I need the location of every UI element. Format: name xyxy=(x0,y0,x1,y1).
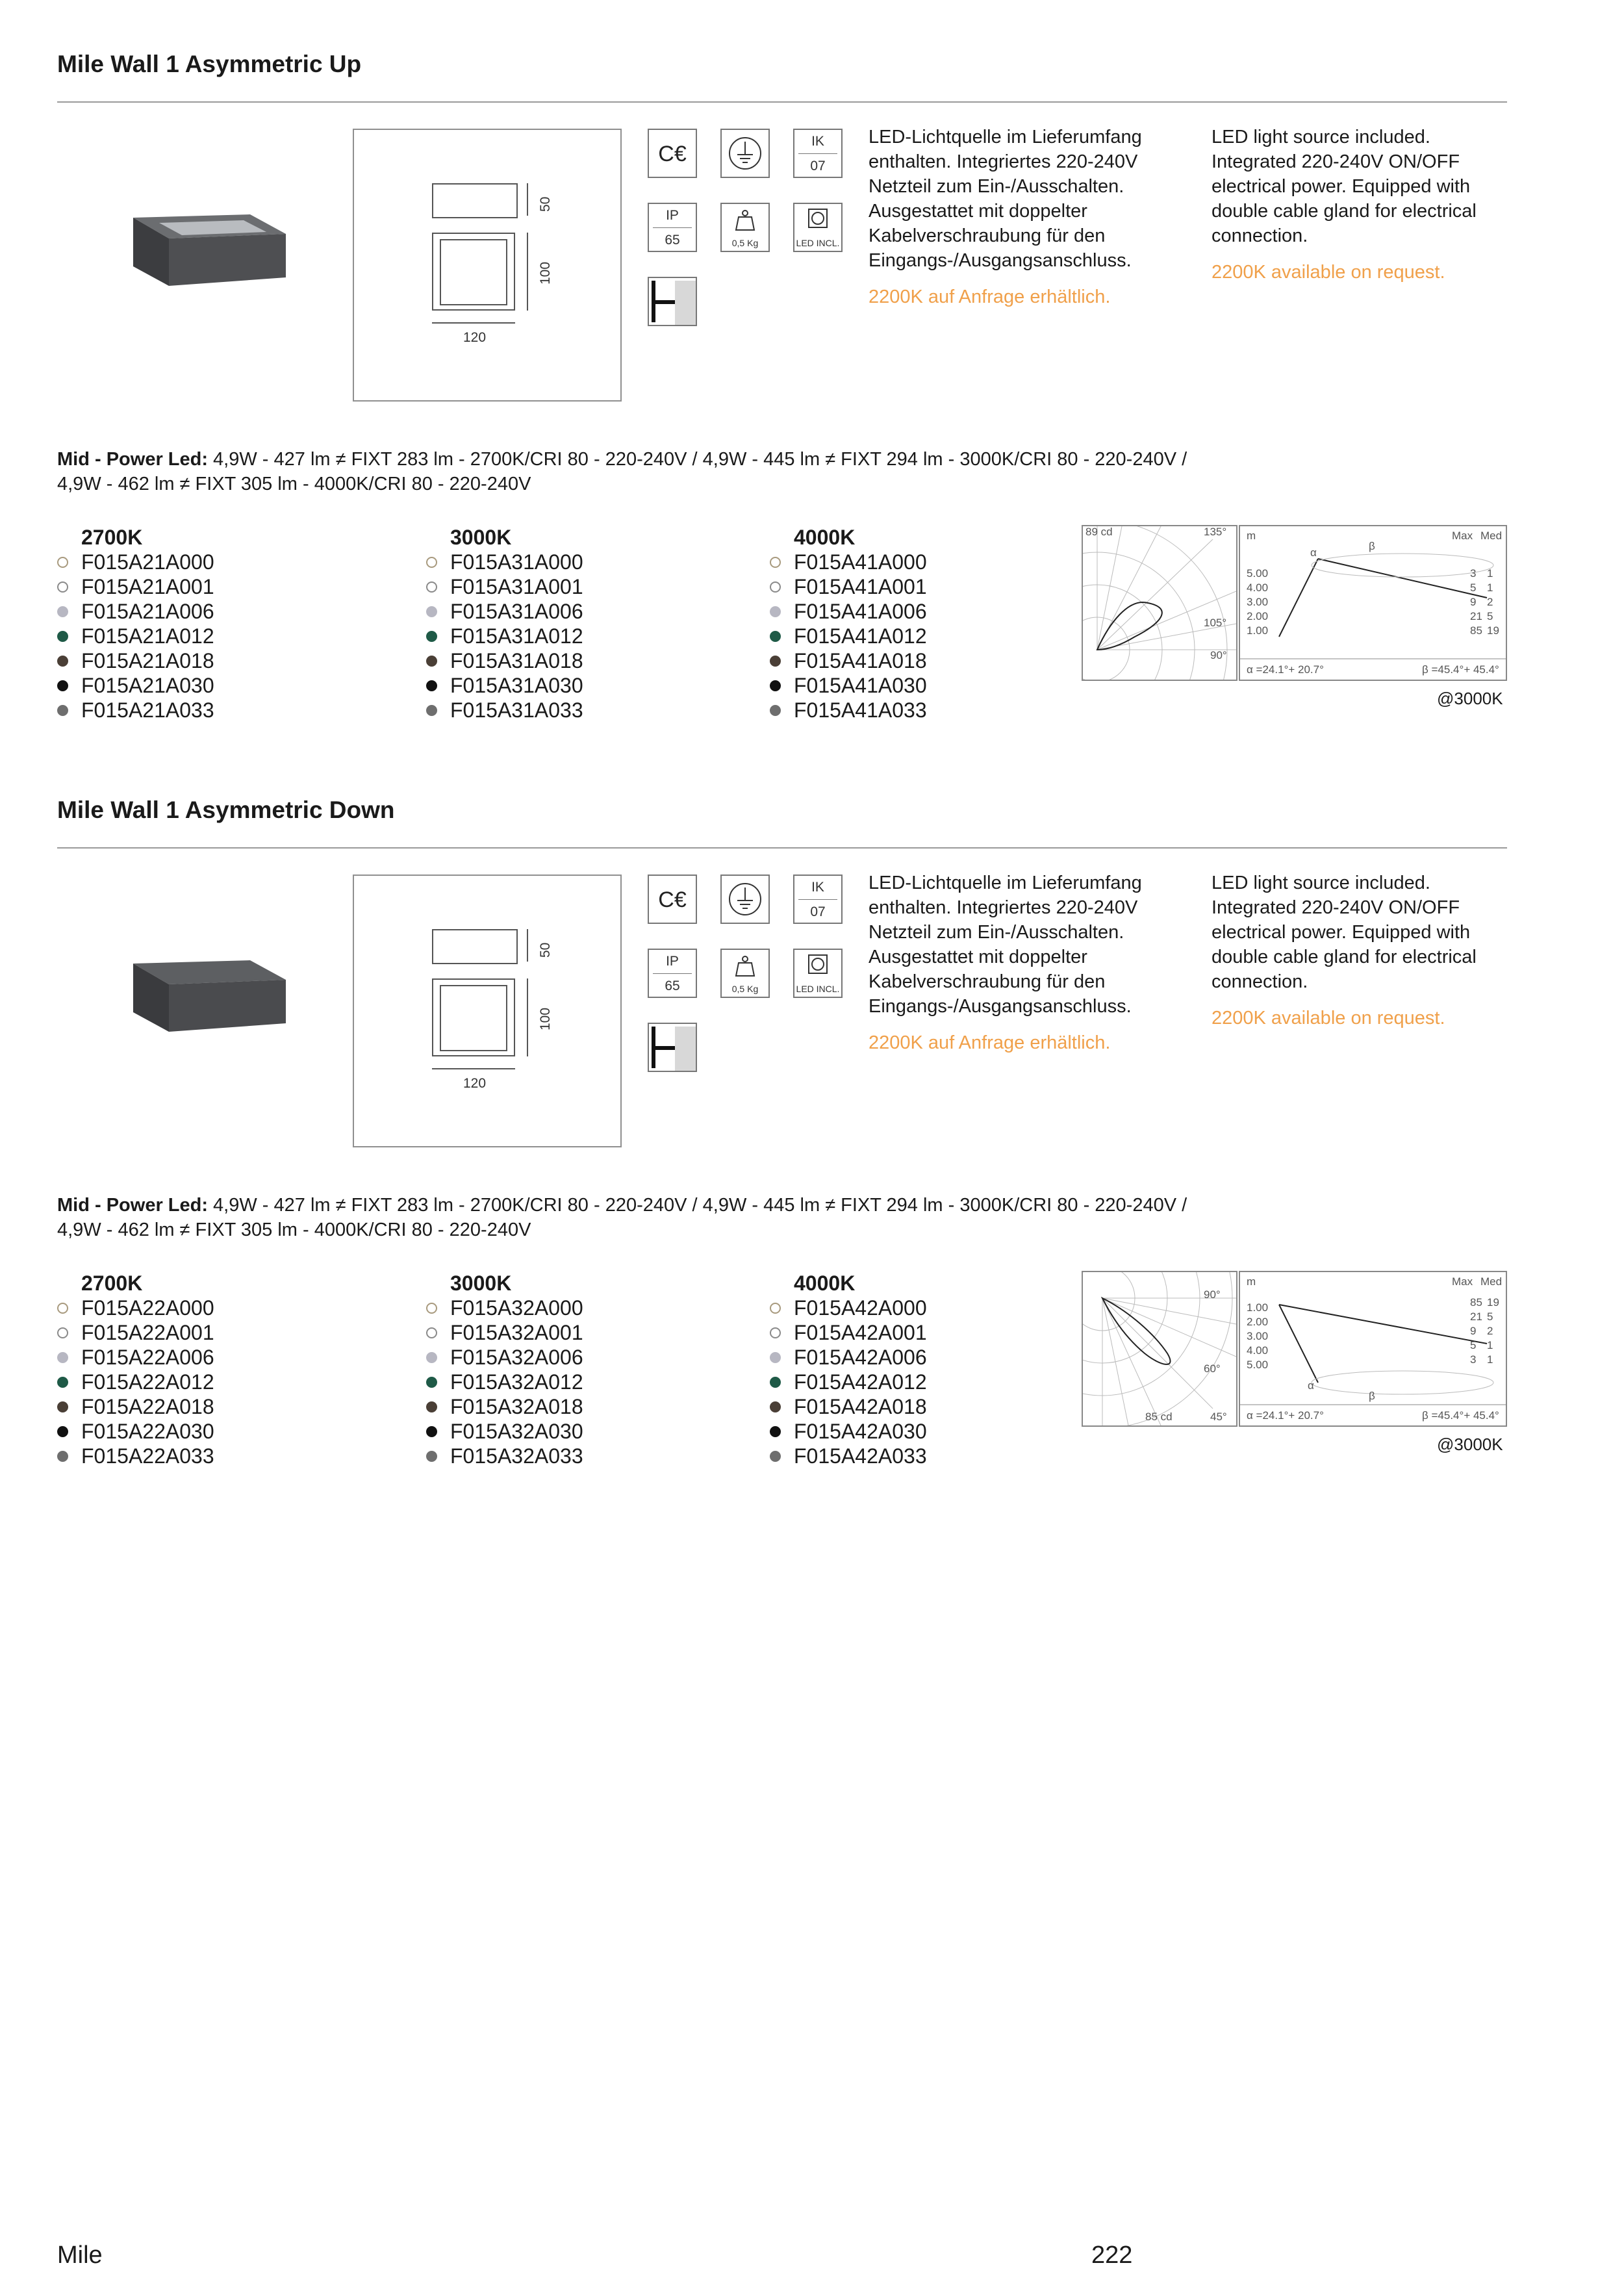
dim-height-50: 50 xyxy=(538,942,553,958)
svg-text:2: 2 xyxy=(1487,596,1493,608)
finish-swatch xyxy=(426,1377,437,1388)
svg-text:3.00: 3.00 xyxy=(1247,596,1269,608)
finish-swatch xyxy=(770,680,781,691)
svg-text:4.00: 4.00 xyxy=(1247,1344,1269,1357)
finish-swatch xyxy=(770,1327,781,1338)
ce-mark-icon xyxy=(648,129,697,178)
polar-peak-label: 85 cd xyxy=(1145,1411,1173,1423)
code-row: F015A42A006 xyxy=(770,1345,927,1370)
codes-4000k xyxy=(770,525,927,722)
svg-text:5.00: 5.00 xyxy=(1247,567,1269,580)
description-english: LED light source included. Integrated 220-240V ON/OFF electrical power. Equipped with double cable gland for electrical connection. 2200K available on request. xyxy=(1212,871,1517,1030)
earth-ground-icon xyxy=(720,875,770,924)
availability-note-english: 2200K available on request. xyxy=(1212,1008,1445,1028)
svg-text:α: α xyxy=(1310,546,1317,559)
finish-swatch xyxy=(770,705,781,716)
code-row: F015A21A000 xyxy=(57,550,214,574)
svg-text:2.00: 2.00 xyxy=(1247,1316,1269,1328)
glare-table xyxy=(1239,1271,1507,1427)
code-row: F015A22A012 xyxy=(57,1370,214,1394)
finish-swatch xyxy=(770,631,781,642)
alpha-angle: α =24.1°+ 20.7° xyxy=(1247,663,1324,676)
finish-swatch xyxy=(57,1303,68,1314)
dim-width-120: 120 xyxy=(463,330,487,345)
code-row: F015A41A000 xyxy=(770,550,927,574)
finish-swatch xyxy=(57,1352,68,1363)
code-row: F015A31A000 xyxy=(426,550,583,574)
code-row: F015A31A030 xyxy=(426,673,583,698)
code-row: F015A41A030 xyxy=(770,673,927,698)
code-row: F015A41A018 xyxy=(770,648,927,673)
finish-swatch xyxy=(770,1303,781,1314)
code-row: F015A21A033 xyxy=(57,698,214,722)
polar-diagram xyxy=(1082,525,1237,681)
svg-text:85: 85 xyxy=(1470,1296,1482,1309)
code-row: F015A41A033 xyxy=(770,698,927,722)
code-row: F015A32A000 xyxy=(426,1296,583,1320)
code-row: F015A42A033 xyxy=(770,1444,927,1468)
description-english: LED light source included. Integrated 220-240V ON/OFF electrical power. Equipped with double cable gland for electrical connection. 2200K available on request. xyxy=(1212,125,1517,285)
svg-text:β: β xyxy=(1369,1390,1375,1402)
codes-2700k xyxy=(57,1271,214,1468)
codes-heading: 4000K xyxy=(794,1271,856,1295)
code-row: F015A41A006 xyxy=(770,599,927,624)
finish-swatch xyxy=(426,606,437,617)
svg-text:2: 2 xyxy=(1487,1325,1493,1337)
svg-text:3.00: 3.00 xyxy=(1247,1330,1269,1342)
finish-swatch xyxy=(426,1426,437,1437)
measurement-note: @3000K xyxy=(1437,1435,1503,1454)
polar-diagram xyxy=(1082,1271,1237,1427)
code-row: F015A32A033 xyxy=(426,1444,583,1468)
code-row: F015A41A012 xyxy=(770,624,927,648)
finish-swatch xyxy=(57,606,68,617)
polar-angle-label: 90° xyxy=(1210,649,1227,661)
power-specs: Mid - Power Led: 4,9W - 427 lm ≠ FIXT 283 lm - 2700K/CRI 80 - 220-240V / 4,9W - 445 lm ≠ FIXT 294 lm - 3000K/CRI 80 - 220-240V / 4,9W - 462 lm ≠ FIXT 305 lm - 4000K/CRI 80 - 220-240V xyxy=(57,1195,1187,1240)
finish-swatch xyxy=(770,557,781,568)
finish-swatch xyxy=(426,656,437,667)
beta-angle: β =45.4°+ 45.4° xyxy=(1422,663,1499,676)
weight-icon: 0,5 Kg xyxy=(720,203,770,252)
svg-text:5: 5 xyxy=(1487,610,1493,622)
finish-swatch xyxy=(426,1401,437,1412)
svg-text:Med: Med xyxy=(1480,530,1503,542)
code-row: F015A42A001 xyxy=(770,1320,927,1345)
svg-text:9: 9 xyxy=(1470,1325,1477,1337)
product-section-up xyxy=(0,0,1624,728)
code-row: F015A41A001 xyxy=(770,574,927,599)
finish-swatch xyxy=(57,656,68,667)
power-specs: Mid - Power Led: 4,9W - 427 lm ≠ FIXT 283 lm - 2700K/CRI 80 - 220-240V / 4,9W - 445 lm ≠ FIXT 294 lm - 3000K/CRI 80 - 220-240V / 4,9W - 462 lm ≠ FIXT 305 lm - 4000K/CRI 80 - 220-240V xyxy=(57,449,1187,494)
finish-swatch xyxy=(57,1451,68,1462)
product-photo xyxy=(120,205,296,289)
divider xyxy=(57,101,1507,103)
code-row: F015A42A000 xyxy=(770,1296,927,1320)
code-row: F015A32A012 xyxy=(426,1370,583,1394)
led-included-icon: LED INCL. xyxy=(793,949,843,998)
dimension-drawing xyxy=(353,875,622,1147)
svg-text:5: 5 xyxy=(1470,1339,1477,1351)
polar-angle-label: 90° xyxy=(1204,1288,1221,1301)
code-row: F015A32A018 xyxy=(426,1394,583,1419)
svg-text:1: 1 xyxy=(1487,567,1493,580)
finish-swatch xyxy=(57,581,68,593)
dim-height-100: 100 xyxy=(538,261,553,285)
availability-note-german: 2200K auf Anfrage erhältlich. xyxy=(869,287,1111,307)
svg-text:2.00: 2.00 xyxy=(1247,610,1269,622)
code-row: F015A22A000 xyxy=(57,1296,214,1320)
dim-width-120: 120 xyxy=(463,1076,487,1091)
svg-text:3: 3 xyxy=(1470,1353,1477,1366)
code-row: F015A31A018 xyxy=(426,648,583,673)
glare-table xyxy=(1239,525,1507,681)
finish-swatch xyxy=(770,656,781,667)
finish-swatch xyxy=(57,705,68,716)
code-row: F015A42A030 xyxy=(770,1419,927,1444)
finish-swatch xyxy=(57,680,68,691)
dim-height-50: 50 xyxy=(538,196,553,212)
codes-4000k xyxy=(770,1271,927,1468)
svg-text:9: 9 xyxy=(1470,596,1477,608)
svg-text:1: 1 xyxy=(1487,1353,1493,1366)
polar-angle-label: 105° xyxy=(1204,617,1227,629)
description-german: LED-Lichtquelle im Lieferumfang enthalten. Integriertes 220-240V Netzteil zum Ein-/Ausschalten. Ausgestattet mit doppelter Kabelverschraubung für den Eingangs-/Ausgangsanschluss. 2200K auf Anfrage erhältlich. xyxy=(869,871,1174,1055)
finish-swatch xyxy=(426,1303,437,1314)
svg-text:3: 3 xyxy=(1470,567,1477,580)
polar-angle-label: 60° xyxy=(1204,1362,1221,1375)
availability-note-german: 2200K auf Anfrage erhältlich. xyxy=(869,1032,1111,1053)
codes-heading: 3000K xyxy=(450,526,512,549)
finish-swatch xyxy=(57,557,68,568)
finish-swatch xyxy=(57,1327,68,1338)
finish-swatch xyxy=(426,1451,437,1462)
dim-height-100: 100 xyxy=(538,1007,553,1030)
page-number: 222 xyxy=(1091,2242,1133,2269)
divider xyxy=(57,847,1507,849)
ik-rating-icon: IK 07 xyxy=(793,129,843,178)
code-row: F015A22A033 xyxy=(57,1444,214,1468)
finish-swatch xyxy=(57,1377,68,1388)
codes-heading: 2700K xyxy=(81,1271,143,1295)
code-row: F015A22A030 xyxy=(57,1419,214,1444)
codes-3000k xyxy=(426,525,583,722)
finish-swatch xyxy=(426,680,437,691)
code-row: F015A32A006 xyxy=(426,1345,583,1370)
finish-swatch xyxy=(426,1327,437,1338)
codes-3000k xyxy=(426,1271,583,1468)
code-row: F015A21A006 xyxy=(57,599,214,624)
svg-text:21: 21 xyxy=(1470,610,1482,622)
code-row: F015A22A001 xyxy=(57,1320,214,1345)
earth-ground-icon xyxy=(720,129,770,178)
wall-mount-icon xyxy=(648,1023,697,1072)
polar-peak-label: 89 cd xyxy=(1085,526,1113,538)
code-row: F015A42A018 xyxy=(770,1394,927,1419)
finish-swatch xyxy=(770,606,781,617)
svg-text:85: 85 xyxy=(1470,624,1482,637)
section-title: Mile Wall 1 Asymmetric Down xyxy=(57,797,395,823)
svg-text:1: 1 xyxy=(1487,1339,1493,1351)
svg-text:C€: C€ xyxy=(658,888,687,912)
polar-angle-label: 45° xyxy=(1210,1411,1227,1423)
svg-text:1: 1 xyxy=(1487,581,1493,594)
svg-text:5.00: 5.00 xyxy=(1247,1359,1269,1371)
svg-text:Max: Max xyxy=(1452,1275,1473,1288)
code-row: F015A21A030 xyxy=(57,673,214,698)
finish-swatch xyxy=(426,705,437,716)
finish-swatch xyxy=(57,1401,68,1412)
product-photo xyxy=(120,951,296,1035)
product-section-down xyxy=(0,746,1624,1474)
svg-text:21: 21 xyxy=(1470,1310,1482,1323)
section-title: Mile Wall 1 Asymmetric Up xyxy=(57,51,362,77)
code-row: F015A21A018 xyxy=(57,648,214,673)
codes-heading: 2700K xyxy=(81,526,143,549)
codes-heading: 4000K xyxy=(794,526,856,549)
polar-angle-label: 135° xyxy=(1204,526,1227,538)
svg-text:C€: C€ xyxy=(658,142,687,166)
weight-icon: 0,5 Kg xyxy=(720,949,770,998)
code-row: F015A21A012 xyxy=(57,624,214,648)
code-row: F015A32A001 xyxy=(426,1320,583,1345)
alpha-angle: α =24.1°+ 20.7° xyxy=(1247,1409,1324,1422)
finish-swatch xyxy=(426,557,437,568)
svg-text:α: α xyxy=(1308,1379,1314,1392)
svg-text:Med: Med xyxy=(1480,1275,1503,1288)
svg-text:4.00: 4.00 xyxy=(1247,581,1269,594)
description-german: LED-Lichtquelle im Lieferumfang enthalten. Integriertes 220-240V Netzteil zum Ein-/Ausschalten. Ausgestattet mit doppelter Kabelverschraubung für den Eingangs-/Ausgangsanschluss. 2200K auf Anfrage erhältlich. xyxy=(869,125,1174,309)
ip-rating-icon: IP 65 xyxy=(648,949,697,998)
finish-swatch xyxy=(770,1451,781,1462)
measurement-note: @3000K xyxy=(1437,689,1503,708)
finish-swatch xyxy=(57,1426,68,1437)
availability-note-english: 2200K available on request. xyxy=(1212,262,1445,283)
ce-mark-icon xyxy=(648,875,697,924)
code-row: F015A31A006 xyxy=(426,599,583,624)
code-row: F015A32A030 xyxy=(426,1419,583,1444)
code-row: F015A31A001 xyxy=(426,574,583,599)
finish-swatch xyxy=(426,581,437,593)
finish-swatch xyxy=(426,631,437,642)
finish-swatch xyxy=(770,1377,781,1388)
finish-swatch xyxy=(770,1401,781,1412)
code-row: F015A21A001 xyxy=(57,574,214,599)
finish-swatch xyxy=(57,631,68,642)
finish-swatch xyxy=(770,1352,781,1363)
dimension-drawing xyxy=(353,129,622,402)
svg-text:19: 19 xyxy=(1487,624,1499,637)
codes-2700k xyxy=(57,525,214,722)
svg-text:5: 5 xyxy=(1487,1310,1493,1323)
finish-swatch xyxy=(770,1426,781,1437)
footer-collection-name: Mile xyxy=(57,2242,103,2269)
svg-text:1.00: 1.00 xyxy=(1247,624,1269,637)
svg-text:β: β xyxy=(1369,540,1375,552)
ip-rating-icon: IP 65 xyxy=(648,203,697,252)
finish-swatch xyxy=(770,581,781,593)
code-row: F015A22A006 xyxy=(57,1345,214,1370)
svg-text:1.00: 1.00 xyxy=(1247,1301,1269,1314)
wall-mount-icon xyxy=(648,277,697,326)
svg-text:m: m xyxy=(1247,530,1256,542)
ik-rating-icon: IK 07 xyxy=(793,875,843,924)
code-row: F015A42A012 xyxy=(770,1370,927,1394)
codes-heading: 3000K xyxy=(450,1271,512,1295)
code-row: F015A22A018 xyxy=(57,1394,214,1419)
svg-text:5: 5 xyxy=(1470,581,1477,594)
svg-text:19: 19 xyxy=(1487,1296,1499,1309)
finish-swatch xyxy=(426,1352,437,1363)
beta-angle: β =45.4°+ 45.4° xyxy=(1422,1409,1499,1422)
code-row: F015A31A012 xyxy=(426,624,583,648)
svg-text:Max: Max xyxy=(1452,530,1473,542)
svg-text:m: m xyxy=(1247,1275,1256,1288)
led-included-icon: LED INCL. xyxy=(793,203,843,252)
code-row: F015A31A033 xyxy=(426,698,583,722)
